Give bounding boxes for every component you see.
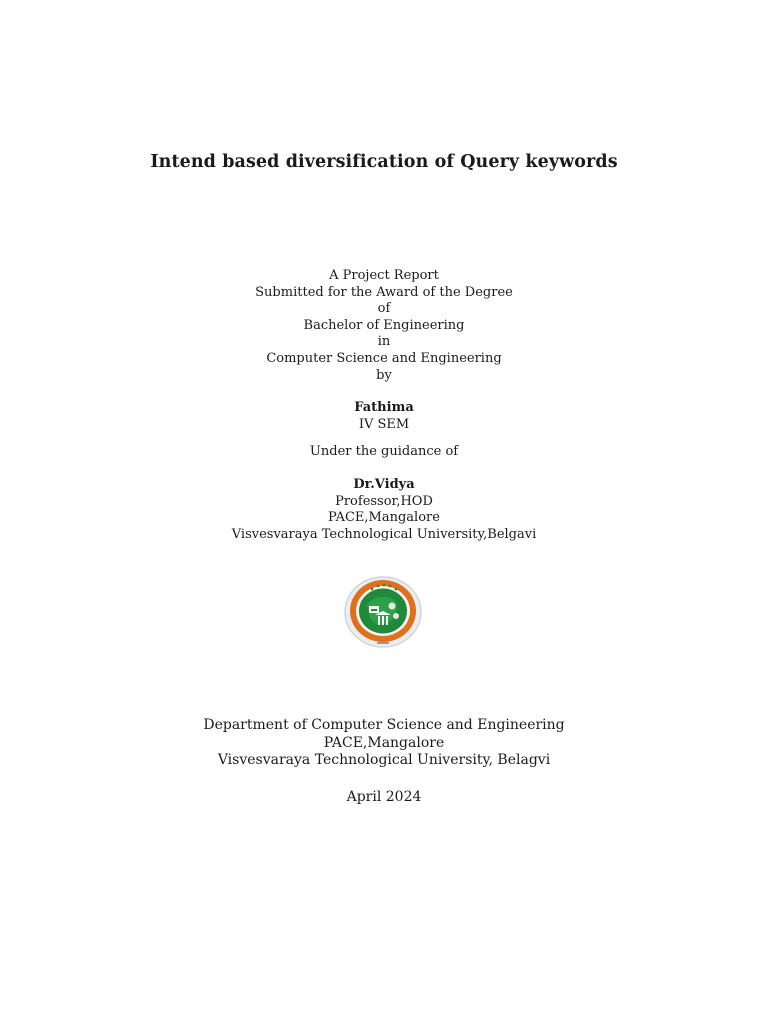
report-date: April 2024 [346, 789, 422, 805]
report-line: by [376, 367, 392, 383]
report-line: in [377, 334, 391, 350]
report-line: A Project Report [329, 268, 439, 283]
university-seal-icon [344, 576, 422, 648]
author-semester: IV SEM [358, 416, 410, 432]
report-line: Submitted for the Award of the Degree [255, 284, 513, 300]
report-line: of [377, 301, 391, 317]
guidance-label: Under the guidance of [309, 444, 459, 459]
department-block [0, 717, 768, 770]
department-line: Department of Computer Science and Engineering [203, 717, 565, 733]
guide-university: Visvesvaraya Technological University,Belgavi [231, 526, 537, 542]
department-line: Visvesvaraya Technological University, Belagvi [217, 752, 551, 768]
guide-block [0, 477, 768, 543]
report-description [0, 268, 768, 384]
author-block [0, 400, 768, 433]
guide-institute: PACE,Mangalore [328, 510, 440, 526]
department-line: PACE,Mangalore [323, 734, 445, 751]
report-line: Computer Science and Engineering [266, 350, 502, 366]
author-name: Fathima [354, 400, 414, 415]
guide-name: Dr.Vidya [353, 477, 415, 492]
report-title: Intend based diversification of Query keywords [150, 152, 618, 172]
report-line: Bachelor of Engineering [303, 317, 465, 333]
guide-designation: Professor,HOD [335, 493, 433, 509]
